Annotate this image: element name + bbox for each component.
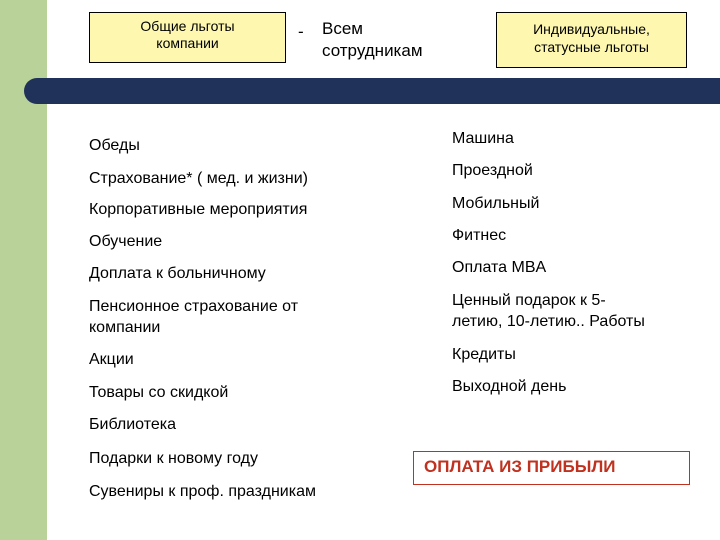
header-divider-bar xyxy=(24,78,720,104)
list-item: Фитнес xyxy=(452,227,507,244)
list-item: Мобильный xyxy=(452,195,540,212)
list-item: Подарки к новому году xyxy=(89,450,258,467)
list-item: Библиотека xyxy=(89,416,176,433)
all-employees-line2: сотрудникам xyxy=(322,41,423,60)
list-item: Выходной день xyxy=(452,378,567,395)
list-item: Кредиты xyxy=(452,346,516,363)
list-item: компании xyxy=(89,319,161,336)
list-item: Обеды xyxy=(89,137,140,154)
dash-separator: - xyxy=(298,22,304,41)
list-item: Оплата MBA xyxy=(452,259,547,276)
list-item: Сувениры к проф. праздникам xyxy=(89,483,316,500)
list-item: Ценный подарок к 5- xyxy=(452,292,606,309)
list-item: Проездной xyxy=(452,162,533,179)
list-item: Страхование* ( мед. и жизни) xyxy=(89,170,308,187)
individual-label-line1: Индивидуальные, xyxy=(533,21,650,37)
individual-benefits-label-box xyxy=(496,12,687,68)
all-employees-label xyxy=(322,18,423,62)
list-item: Доплата к больничному xyxy=(89,265,266,282)
list-item: Обучение xyxy=(89,233,163,250)
list-item: Пенсионное страхование от xyxy=(89,298,299,315)
all-employees-line1: Всем xyxy=(322,19,363,38)
list-item: летию, 10-летию.. Работы xyxy=(452,313,645,330)
common-benefits-label-line1: Общие льготы xyxy=(140,18,235,34)
common-benefits-label-box xyxy=(89,12,286,63)
list-item: Корпоративные мероприятия xyxy=(89,201,308,218)
list-item: Акции xyxy=(89,351,134,368)
individual-label-line2: статусные льготы xyxy=(534,39,649,55)
list-item: Машина xyxy=(452,130,514,147)
list-item: Товары со скидкой xyxy=(89,384,229,401)
common-benefits-label-line2: компании xyxy=(156,35,219,51)
profit-payment-box: ОПЛАТА ИЗ ПРИБЫЛИ xyxy=(413,451,690,485)
